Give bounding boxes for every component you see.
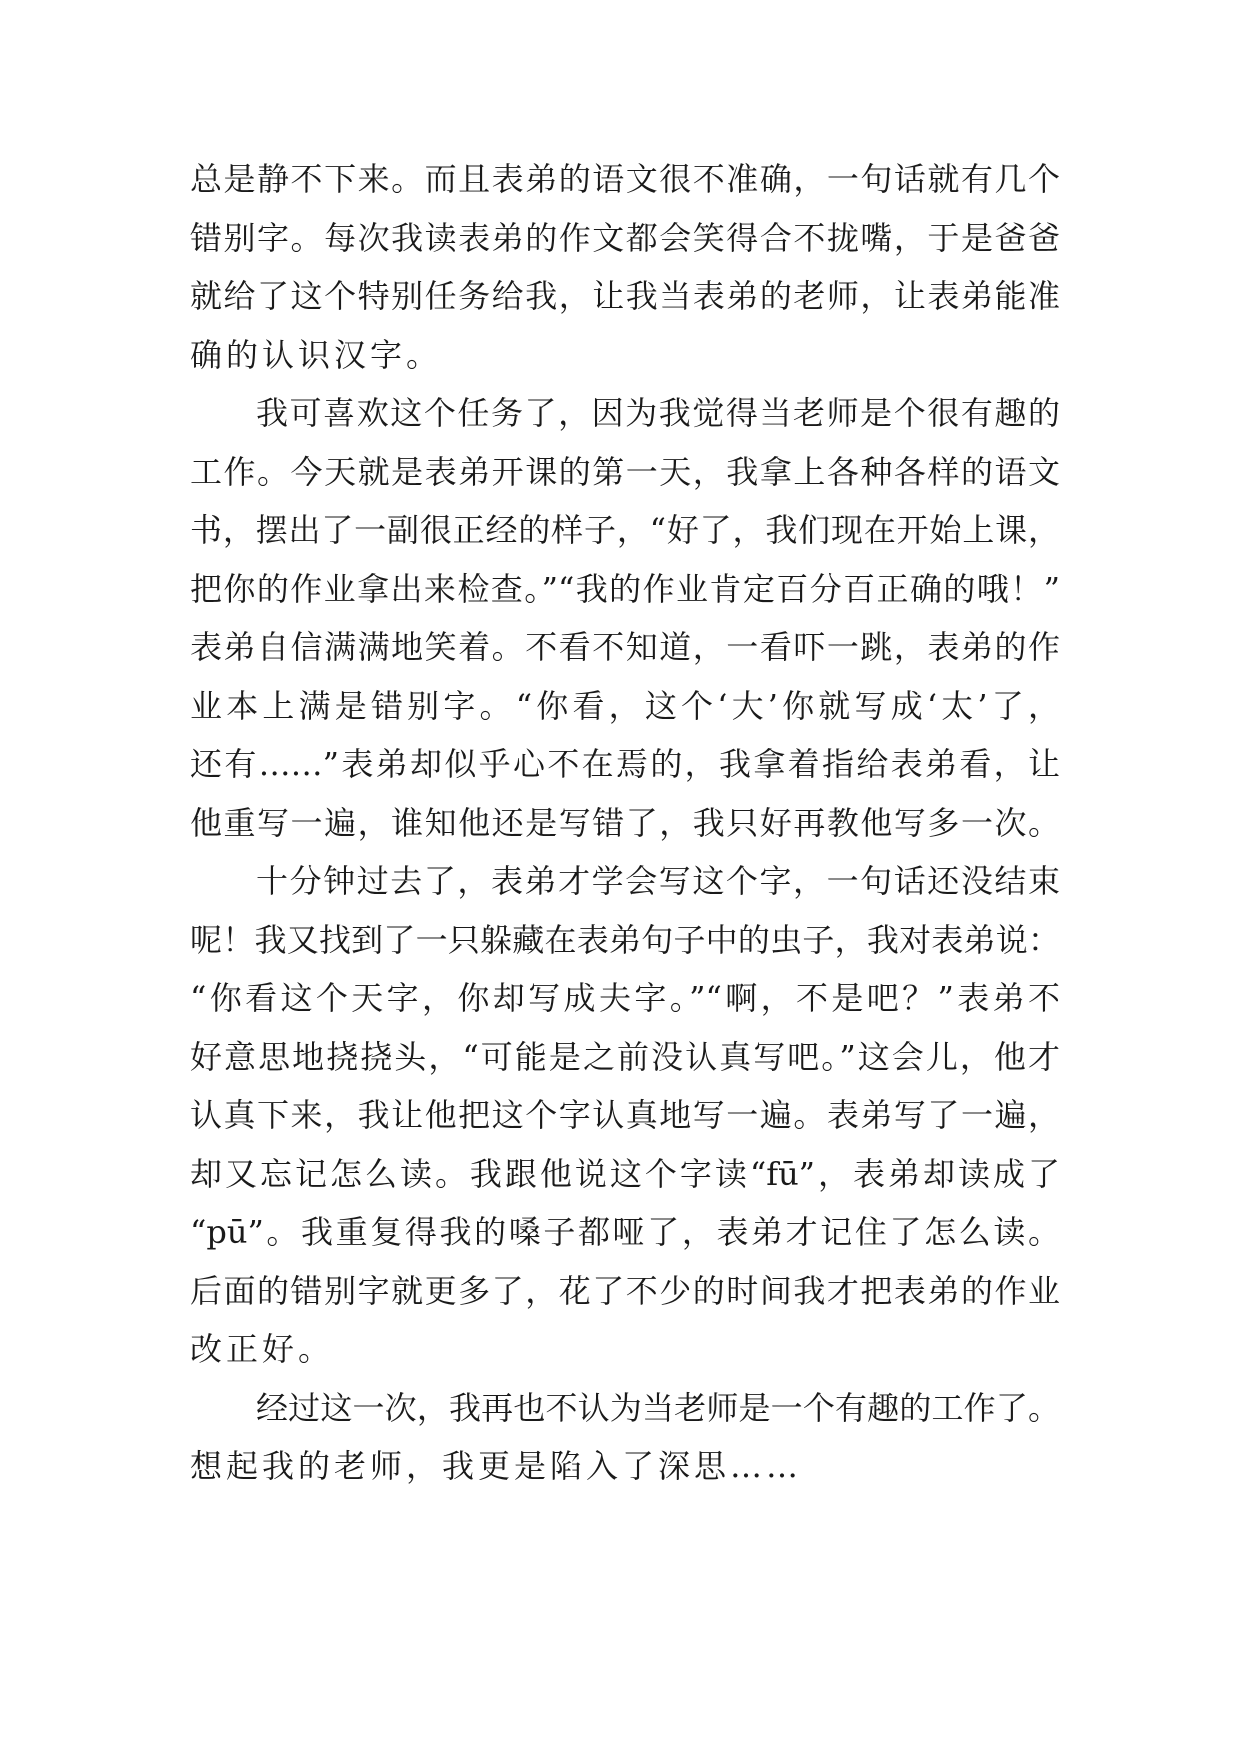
text-line: 呢！我又找到了一只躲藏在表弟句子中的虫子，我对表弟说：: [190, 920, 1060, 959]
text-line: “pū”。我重复得我的嗓子都哑了，表弟才记住了怎么读。: [190, 1213, 1060, 1251]
text-line: 工作。今天就是表弟开课的第一天，我拿上各种各样的语文: [190, 452, 1060, 491]
text-line: 错别字。每次我读表弟的作文都会笑得合不拢嘴，于是爸爸: [190, 218, 1060, 257]
paragraph-start-line: 经过这一次，我再也不认为当老师是一个有趣的工作了。: [256, 1388, 1060, 1427]
text-line: “你看这个天字，你却写成夫字。”“啊，不是吧？”表弟不: [190, 979, 1060, 1017]
text-line: 好意思地挠挠头，“可能是之前没认真写吧。”这会儿，他才: [190, 1037, 1060, 1076]
text-line: 想起我的老师，我更是陷入了深思……: [190, 1447, 803, 1485]
text-line: 还有……”表弟却似乎心不在焉的，我拿着指给表弟看，让: [190, 745, 1060, 783]
text-line: 总是静不下来。而且表弟的语文很不准确，一句话就有几个: [190, 160, 1060, 198]
text-line: 把你的作业拿出来检查。”“我的作业肯定百分百正确的哦！”: [190, 569, 1060, 608]
text-line: 就给了这个特别任务给我，让我当表弟的老师，让表弟能准: [190, 277, 1060, 315]
paragraph-start-line: 十分钟过去了，表弟才学会写这个字，一句话还没结束: [256, 862, 1060, 900]
text-line: 后面的错别字就更多了，花了不少的时间我才把表弟的作业: [190, 1271, 1060, 1310]
text-line: 业本上满是错别字。“你看，这个‘大’你就写成‘太’了，: [190, 686, 1060, 725]
text-line: 书，摆出了一副很正经的样子，“好了，我们现在开始上课，: [190, 511, 1060, 549]
text-line: 确的认识汉字。: [190, 335, 443, 374]
essay-body: [190, 150, 1060, 1496]
text-line: 他重写一遍，谁知他还是写错了，我只好再教他写多一次。: [190, 803, 1060, 842]
text-line: 却又忘记怎么读。我跟他说这个字读“fū”，表弟却读成了: [190, 1154, 1060, 1193]
text-line: 改正好。: [190, 1330, 335, 1368]
text-line: 表弟自信满满地笑着。不看不知道，一看吓一跳，表弟的作: [190, 628, 1060, 666]
text-line: 认真下来，我让他把这个字认真地写一遍。表弟写了一遍，: [190, 1096, 1060, 1134]
paragraph-start-line: 我可喜欢这个任务了，因为我觉得当老师是个很有趣的: [256, 394, 1060, 432]
